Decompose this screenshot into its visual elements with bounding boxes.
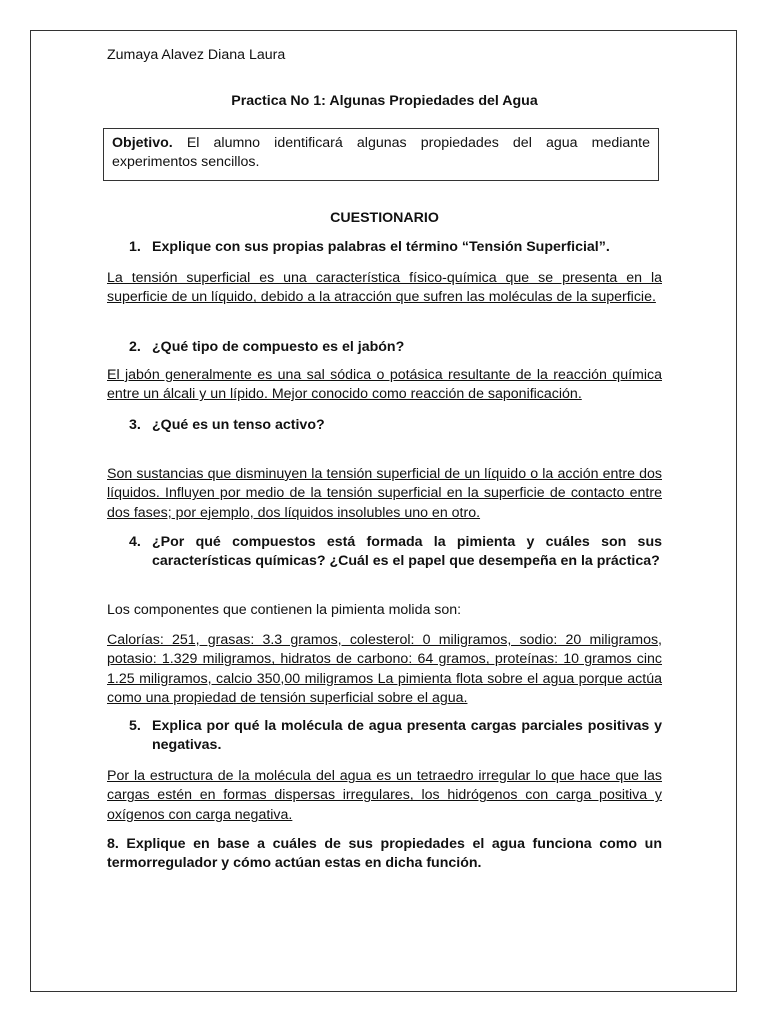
question-text: ¿Qué tipo de compuesto es el jabón? (152, 339, 405, 355)
question-text: Explique con sus propias palabras el término “Tensión Superficial”. (152, 239, 610, 255)
question-number: 4. (129, 534, 141, 550)
question-text: ¿Por qué compuestos está formada la pimienta y cuáles son sus características químicas? ¿Cuál es el papel que desempeña en la práctica? (152, 534, 662, 570)
author-name: Zumaya Alavez Diana Laura (107, 47, 286, 63)
question-4 (129, 533, 662, 572)
objective-label: Objetivo. (112, 135, 173, 151)
objective-text: El alumno identificará algunas propiedades del agua mediante experimentos sencillos. (112, 135, 650, 171)
answer-4-intro: Los componentes que contienen la pimienta molida son: (107, 602, 462, 618)
question-text: ¿Qué es un tenso activo? (152, 417, 325, 433)
question-number: 1. (129, 239, 141, 255)
question-5 (129, 717, 662, 756)
section-heading: CUESTIONARIO (330, 210, 439, 226)
answer-1: La tensión superficial es una característica físico-química que se presenta en la superficie de un líquido, debido a la atracción que sufren las moléculas de la superficie. (107, 270, 662, 306)
answer-2: El jabón generalmente es una sal sódica o potásica resultante de la reacción química entre un álcali y un lípido. Mejor conocido como reacción de saponificación. (107, 367, 662, 403)
document-title: Practica No 1: Algunas Propiedades del Agua (231, 93, 538, 109)
question-number: 2. (129, 339, 141, 355)
question-2 (129, 338, 662, 357)
question-number: 3. (129, 417, 141, 433)
question-text: Explica por qué la molécula de agua presenta cargas parciales positivas y negativas. (152, 718, 662, 754)
answer-4: Calorías: 251, grasas: 3.3 gramos, colesterol: 0 miligramos, sodio: 20 miligramos, potasio: 1.329 miligramos, hidratos de carbono: 64 gramos, proteínas: 10 gramos cinc 1.25 miligramos, calcio 350,00 miligramos La pimienta flota sobre el agua porque actúa como una propiedad de tensión superficial sobre el agua. (107, 632, 662, 707)
question-8: 8. Explique en base a cuáles de sus propiedades el agua funciona como un termorregulador y cómo actúan estas en dicha función. (107, 836, 662, 872)
objective-box (103, 128, 659, 181)
question-number: 5. (129, 718, 141, 734)
answer-3: Son sustancias que disminuyen la tensión superficial de un líquido o la acción entre dos líquidos. Influyen por medio de la tensión superficial en la superficie de contacto entre dos fases; por ejemplo, dos líquidos insolubles uno en otro. (107, 466, 662, 521)
question-1 (129, 238, 662, 257)
answer-5: Por la estructura de la molécula del agua es un tetraedro irregular lo que hace que las cargas estén en formas dispersas irregulares, los hidrógenos con carga positiva y oxígenos con carga negativa. (107, 768, 662, 823)
question-3 (129, 416, 662, 435)
